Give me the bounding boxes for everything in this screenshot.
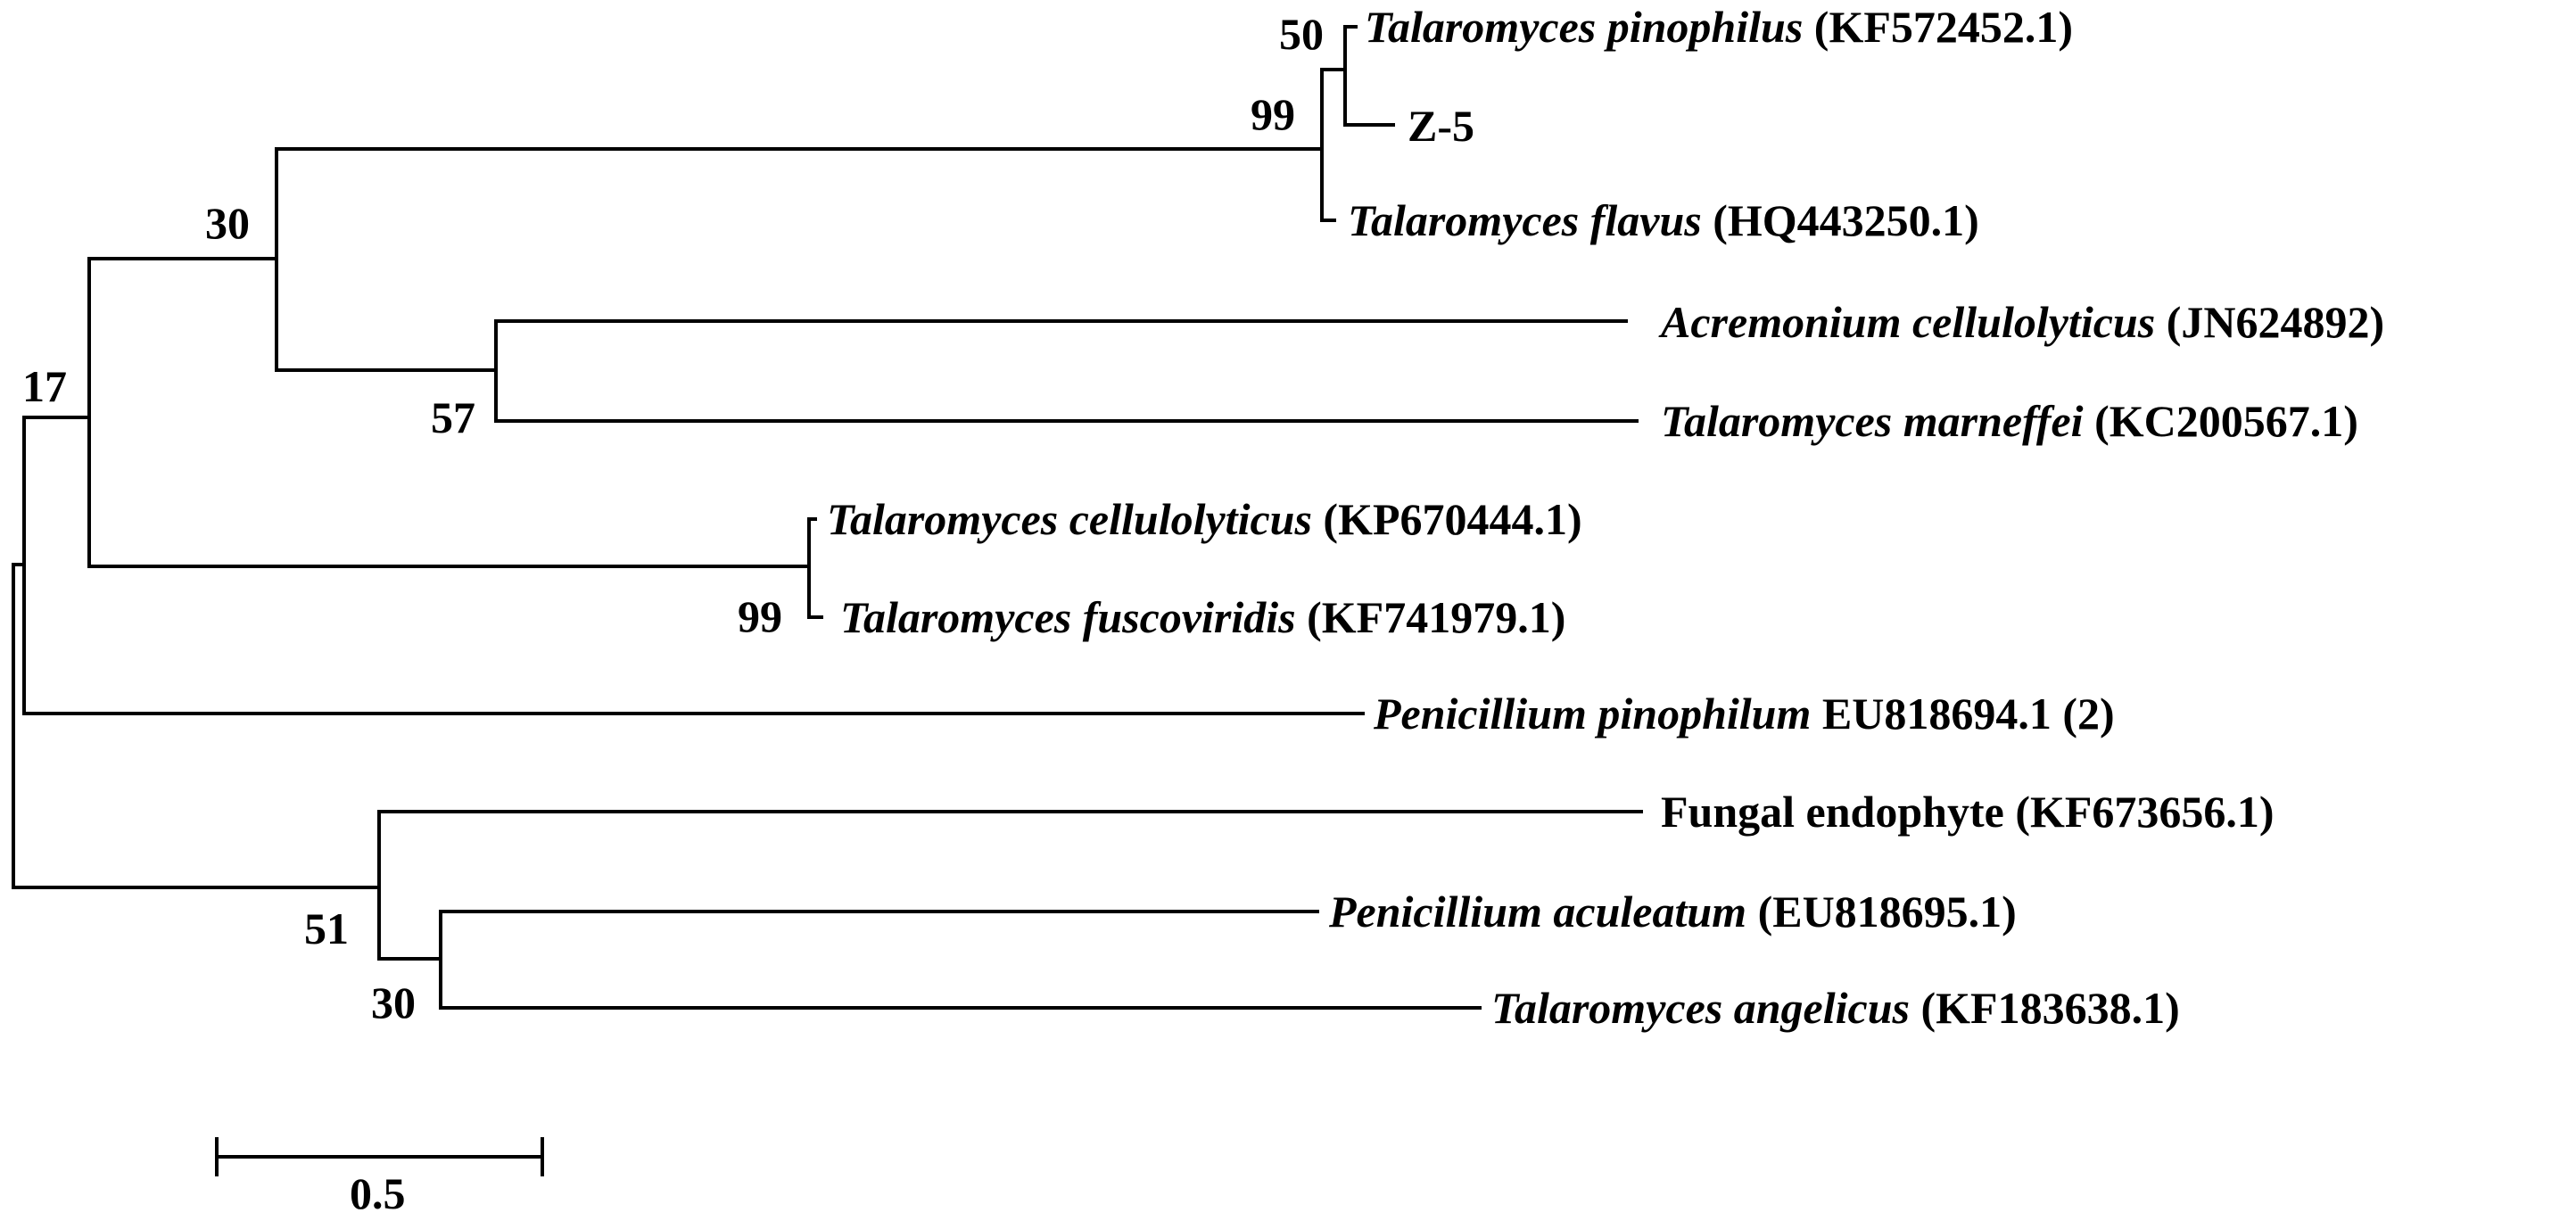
accession: EU818694.1 (2) — [1811, 689, 2115, 738]
accession: (KF183638.1) — [1909, 983, 2180, 1033]
bootstrap-angelicus-clade: 30 — [371, 978, 416, 1027]
accession: (KF572452.1) — [1803, 2, 2074, 52]
species-name: Talaromyces flavus — [1348, 195, 1702, 245]
bootstrap-upper-clade: 17 — [22, 361, 67, 411]
accession: (EU818695.1) — [1746, 887, 2017, 936]
leaf-p-pinophilum — [1373, 689, 2115, 738]
leaf-t-pinophilus — [1365, 2, 2073, 52]
bootstrap-flavus-clade: 99 — [1251, 89, 1295, 139]
bootstrap-talaromyces-clade: 30 — [205, 198, 250, 248]
bootstrap-endophyte-clade: 51 — [304, 903, 349, 953]
species-name: Acremonium cellulolyticus — [1661, 297, 2156, 347]
scale-bar-label: 0.5 — [350, 1168, 406, 1218]
leaf-z5: Z-5 — [1408, 101, 1474, 151]
accession: (KC200567.1) — [2083, 396, 2358, 446]
leaf-p-aculeatum — [1328, 887, 2017, 936]
accession: (KP670444.1) — [1311, 494, 1582, 544]
bootstrap-cellulolyticus-clade: 99 — [738, 591, 782, 641]
leaf-t-marneffei — [1661, 396, 2358, 446]
species-name: Talaromyces angelicus — [1491, 983, 1910, 1033]
species-name: Penicillium aculeatum — [1329, 887, 1747, 936]
species-name: Talaromyces pinophilus — [1365, 2, 1804, 52]
leaf-t-flavus — [1348, 195, 1979, 245]
accession: (HQ443250.1) — [1701, 195, 1979, 245]
leaf-fungal-endophyte: Fungal endophyte (KF673656.1) — [1661, 787, 2275, 837]
accession: (KF741979.1) — [1295, 592, 1566, 642]
species-name: Penicillium pinophilum — [1374, 689, 1812, 738]
leaf-a-cellulolyticus — [1658, 297, 2384, 347]
accession: (JN624892) — [2155, 297, 2385, 347]
scale-bar — [217, 1139, 542, 1218]
leaf-t-fuscoviridis — [840, 592, 1565, 642]
species-name: Talaromyces fuscoviridis — [840, 592, 1296, 642]
leaf-t-cellulolyticus — [827, 494, 1582, 544]
bootstrap-pinophilus-z5: 50 — [1279, 9, 1324, 59]
species-name: Talaromyces marneffei — [1661, 396, 2084, 446]
species-name: Talaromyces cellulolyticus — [827, 494, 1312, 544]
leaf-labels — [827, 2, 2384, 1033]
leaf-t-angelicus — [1491, 983, 2180, 1033]
bootstrap-marneffei-clade: 57 — [431, 392, 475, 442]
